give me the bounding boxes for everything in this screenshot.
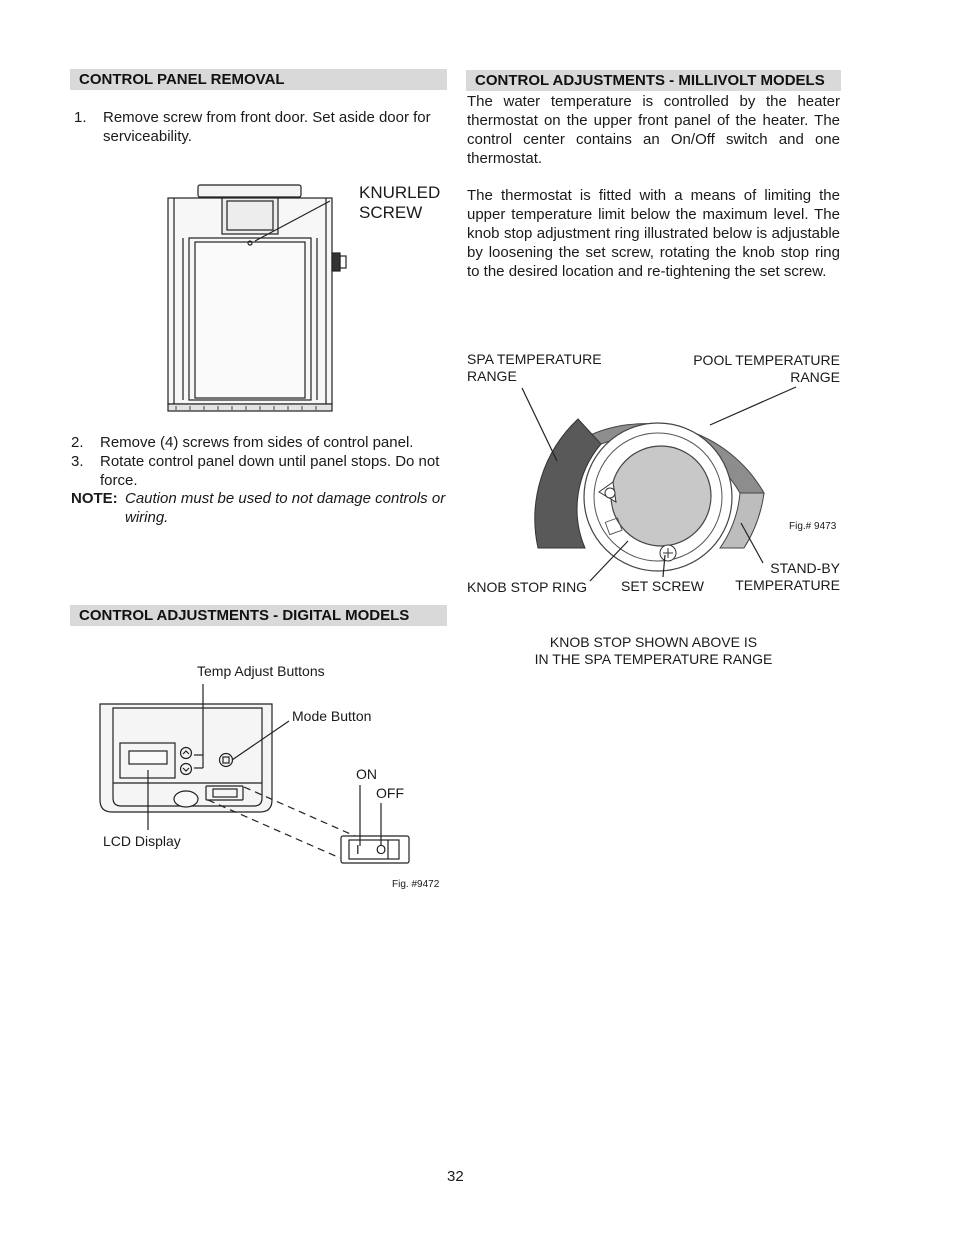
millivolt-paragraph-2: The thermostat is fitted with a means of limiting the upper temperature limit below the maximum level. The knob stop adjustment ring illustrated below is adjustable by loosening the set screw, rotating the knob stop ring to the desired location and re-tightening the set screw. (467, 187, 840, 280)
caption-line-2: IN THE SPA TEMPERATURE RANGE (534, 651, 773, 667)
standby-label-line-1: STAND-BY (770, 560, 840, 576)
knob-stop-ring-label: KNOB STOP RING (467, 579, 588, 595)
section-header-digital-models: CONTROL ADJUSTMENTS - DIGITAL MODELS (70, 605, 447, 626)
section-header-millivolt-models: CONTROL ADJUSTMENTS - MILLIVOLT MODELS (466, 70, 841, 91)
step-3-text: Rotate control panel down until panel stops. Do not force. (100, 453, 440, 489)
note-label: NOTE: (71, 490, 118, 507)
pool-label-line-2: RANGE (790, 369, 840, 385)
switch-on-label: ON (356, 766, 377, 782)
set-screw-label: SET SCREW (621, 578, 704, 594)
step-2-text: Remove (4) screws from sides of control panel. (100, 434, 414, 451)
switch-off-glyph: O (376, 842, 387, 857)
knurled-screw-label-line-1: KNURLED (359, 183, 441, 202)
knurled-screw-label-line-2: SCREW (359, 203, 423, 222)
mode-button-label: Mode Button (292, 708, 372, 724)
millivolt-paragraph-1: The water temperature is controlled by the heater thermostat on the upper front panel of the heater. The control center contains an On/Off switch and one thermostat. (467, 93, 840, 167)
lcd-display-label: LCD Display (103, 833, 181, 849)
pool-label-line-1: POOL TEMPERATURE (693, 352, 840, 368)
figure-number-9473: Fig.# 9473 (789, 521, 837, 532)
spa-label-line-1: SPA TEMPERATURE (467, 351, 602, 367)
switch-off-label: OFF (376, 785, 404, 801)
step-1-text: Remove screw from front door. Set aside door for serviceability. (103, 109, 431, 145)
caption-line-1: KNOB STOP SHOWN ABOVE IS (549, 634, 758, 650)
spa-temperature-range-label (467, 351, 602, 385)
note-text: Caution must be used to not damage controls or wiring. (125, 490, 446, 526)
step-2-number: 2. (71, 434, 84, 451)
switch-on-glyph: I (356, 842, 360, 857)
temp-adjust-buttons-label: Temp Adjust Buttons (197, 663, 325, 679)
page-number: 32 (447, 1168, 464, 1185)
figure-number-9472: Fig. #9472 (392, 879, 440, 890)
step-3-number: 3. (71, 453, 84, 470)
section-header-control-panel-removal: CONTROL PANEL REMOVAL (70, 69, 447, 90)
knob-stop-caption (466, 634, 841, 668)
spa-label-line-2: RANGE (467, 368, 517, 384)
step-1-number: 1. (74, 109, 87, 126)
standby-temperature-label (735, 560, 840, 594)
standby-label-line-2: TEMPERATURE (735, 577, 840, 593)
pool-temperature-range-label (693, 352, 840, 386)
